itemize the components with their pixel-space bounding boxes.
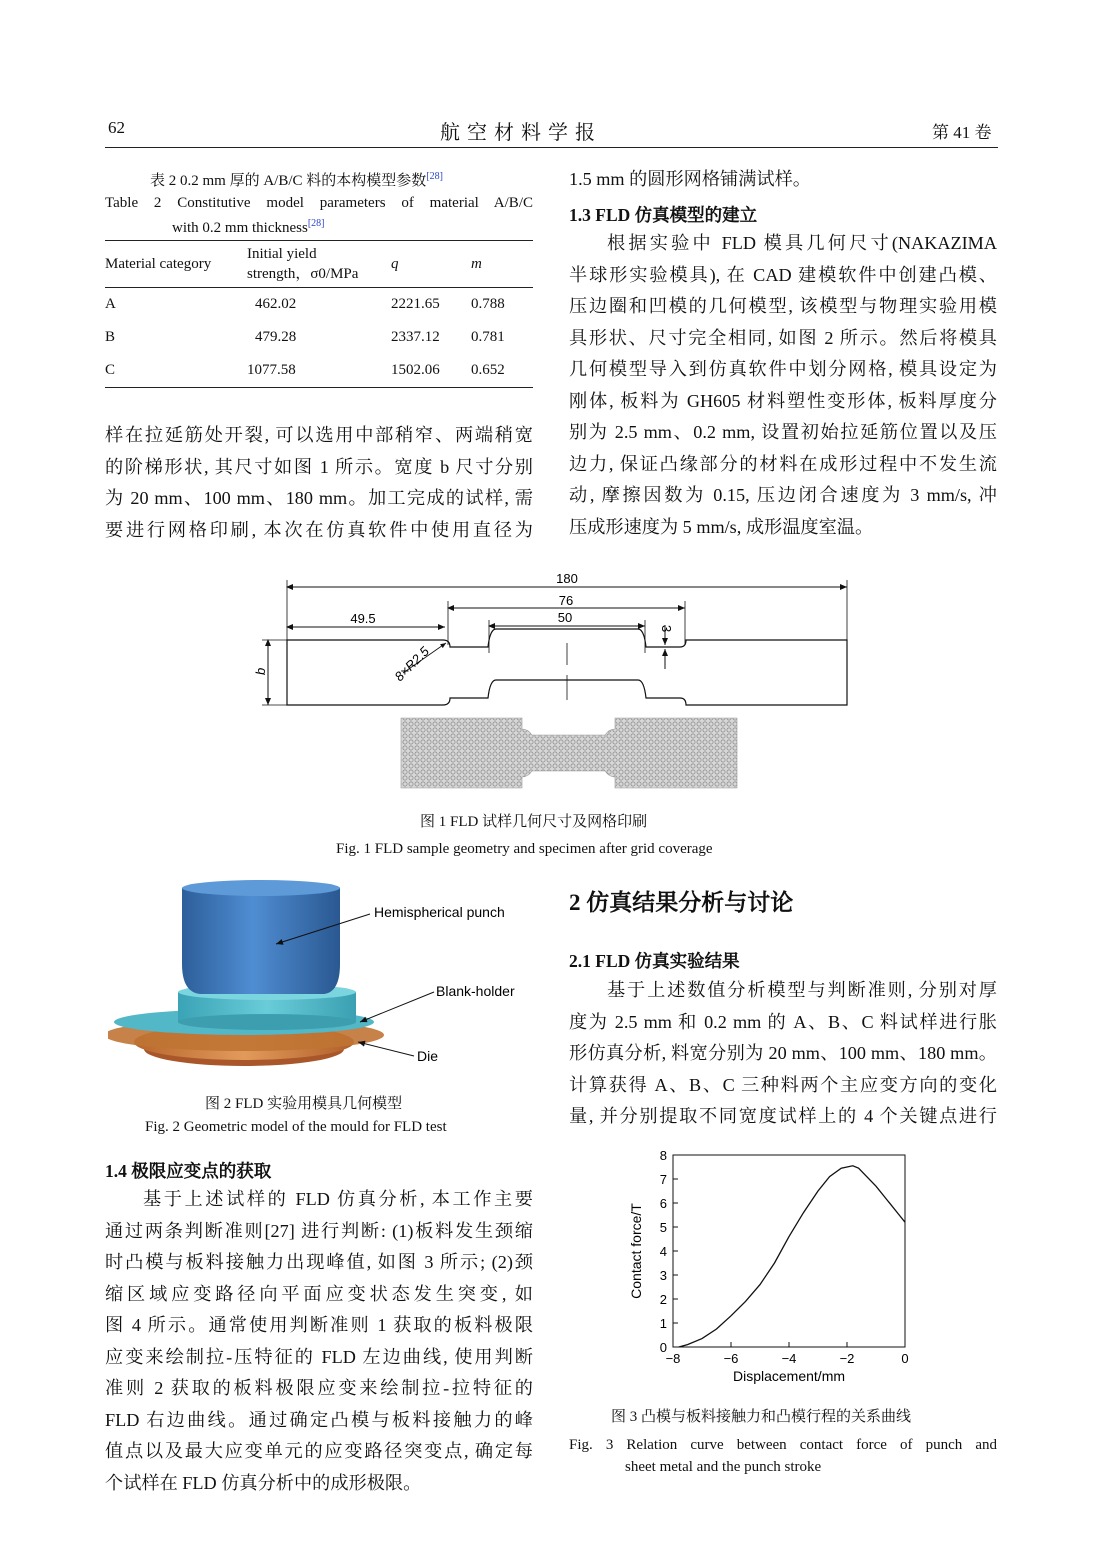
- header-rule: [105, 147, 998, 148]
- section-2-1-heading: 2.1 FLD 仿真实验结果: [569, 951, 740, 971]
- label-holder: Blank-holder: [436, 983, 515, 999]
- fig2-caption-en: Fig. 2 Geometric model of the mould for FLD test: [145, 1119, 447, 1135]
- y-tick-label: 5: [659, 1220, 667, 1235]
- right-paragraph-1-3: 根据实验中 FLD 模具几何尺寸(NAKAZIMA 半球形实验模具), 在 CAD 建模软件中创建凸模、 压边圈和凹模的几何模型, 该模型与物理实验用模 具形状、尺寸完全相同, 如图 2 所示。然后将模具 几何模型导入到仿真软件中划分网格, 模具设定为 刚体, 板料为 GH605 材料塑性变形体, 板料厚度分 别为 2.5 mm、0.2 mm, 设置初始拉延筋位置以及压 边力, 保证凸缘部分的材料在成形过程中不发生流 动, 摩擦因数为 0.15, 压边闭合速度为 3 mm/s, 冲 压成形速度为 5 mm/s, 成形温度室温。: [569, 233, 997, 537]
- plot-frame: [673, 1155, 905, 1347]
- journal-title: 航 空 材 料 学 报: [440, 122, 596, 144]
- table-row: A 462.02 2221.65 0.788: [105, 296, 505, 312]
- table-row: C 1077.58 1502.06 0.652: [105, 354, 533, 388]
- label-die: Die: [417, 1048, 439, 1064]
- y-axis-label: Contact force/T: [628, 1203, 644, 1299]
- table2-ref: [28]: [426, 171, 443, 182]
- y-tick-label: 7: [659, 1172, 667, 1187]
- y-tick-label: 2: [659, 1292, 667, 1307]
- dim-notch: 3: [659, 625, 674, 633]
- section-2-heading: 2 仿真结果分析与讨论: [569, 890, 794, 915]
- dim-inner: 50: [557, 610, 573, 625]
- y-tick-label: 4: [659, 1244, 667, 1259]
- right-paragraph-2-1: 基于上述数值分析模型与判断准则, 分别对厚 度为 2.5 mm 和 0.2 mm 的 A、B、C 料试样进行胀 形仿真分析, 料宽分别为 20 mm、100 mm、180 mm。 计算获得 A、B、C 三种料两个主应变方向的变化 量, 并分别提取不同宽度试样上的 4 个关键点进行: [569, 980, 997, 1126]
- y-tick-label: 6: [659, 1196, 667, 1211]
- table-row: B 479.28 2337.12 0.781: [105, 329, 505, 345]
- x-tick-label: −6: [723, 1351, 739, 1366]
- table2-caption-en-2: with 0.2 mm thickness[28]: [172, 218, 325, 236]
- fig1-caption-cn: 图 1 FLD 试样几何尺寸及网格印刷: [420, 814, 648, 830]
- right-top-line: 1.5 mm 的圆形网格铺满试样。: [569, 169, 811, 189]
- dim-radius: 8×R2.5: [391, 643, 433, 685]
- left-paragraph-1: 样在拉延筋处开裂, 可以选用中部稍窄、两端稍宽 的阶梯形状, 其尺寸如图 1 所示。宽度 b 尺寸分别 为 20 mm、100 mm、180 mm。加工完成的试样, 需 要进行网格印刷, 本次在仿真软件中使用直径为: [105, 425, 533, 540]
- left-paragraph-1-4: 基于上述试样的 FLD 仿真分析, 本工作主要 通过两条判断准则[27] 进行判断: (1)板料发生颈缩 时凸模与板料接触力出现峰值, 如图 3 所示; (2)颈 缩区域应变路径向平面应变状态发生突变, 如 图 4 所示。通常使用判断准则 1 获取的板料极限 应变来绘制拉-压特征的 FLD 左边曲线, 使用判断 准则 2 获取的板料极限应变来绘制拉-拉特征的 FLD 右边曲线。通过确定凸模与板料接触力的峰 值点以及最大应变单元的应变路径突变点, 确定每 个试样在 FLD 仿真分析中的成形极限。: [105, 1189, 533, 1493]
- x-tick-label: −4: [781, 1351, 797, 1366]
- y-tick-label: 8: [659, 1148, 667, 1163]
- meshed-specimen: [401, 718, 737, 788]
- section-1-4-heading: 1.4 极限应变点的获取: [105, 1161, 272, 1181]
- x-tick-label: −2: [839, 1351, 855, 1366]
- col-yield: Initial yield strength，σ0/MPa: [247, 246, 359, 282]
- y-tick-label: 1: [659, 1316, 667, 1331]
- series-line: [679, 1166, 905, 1347]
- table2-caption-en-1: Table 2 Constitutive model parameters of material A/B/C: [105, 195, 533, 211]
- x-tick-label: −8: [665, 1351, 681, 1366]
- y-tick-label: 3: [659, 1268, 667, 1283]
- col-m: m: [471, 255, 482, 272]
- volume: 第 41 卷: [932, 123, 992, 142]
- dim-total: 180: [556, 571, 578, 586]
- fig2-caption-cn: 图 2 FLD 实验用模具几何模型: [205, 1096, 403, 1112]
- dim-left: 49.5: [350, 611, 376, 626]
- col-material: Material category: [105, 255, 212, 272]
- label-punch: Hemispherical punch: [374, 904, 505, 920]
- page-number: 62: [108, 118, 125, 137]
- section-1-3-heading: 1.3 FLD 仿真模型的建立: [569, 205, 758, 225]
- dim-width: b: [253, 667, 268, 675]
- fig2-drawing: [108, 874, 538, 1084]
- fig1-drawing: [240, 565, 870, 805]
- table2: [105, 240, 533, 388]
- table2-caption-cn: 表 2 0.2 mm 厚的 A/B/C 料的本构模型参数[28]: [150, 171, 443, 189]
- fig3-chart: [625, 1145, 925, 1390]
- y-tick-label: 0: [659, 1340, 667, 1355]
- fig3-caption-cn: 图 3 凸模与板料接触力和凸模行程的关系曲线: [611, 1409, 912, 1425]
- x-tick-label: 0: [901, 1351, 909, 1366]
- col-q: q: [391, 255, 399, 272]
- fig1-caption-en: Fig. 1 FLD sample geometry and specimen after grid coverage: [336, 841, 713, 857]
- fig3-caption-en-1: Fig. 3 Relation curve between contact force of punch and: [569, 1437, 997, 1453]
- x-axis-label: Displacement/mm: [732, 1368, 846, 1384]
- fig3-caption-en-2: sheet metal and the punch stroke: [625, 1459, 822, 1475]
- dim-mid: 76: [558, 593, 574, 608]
